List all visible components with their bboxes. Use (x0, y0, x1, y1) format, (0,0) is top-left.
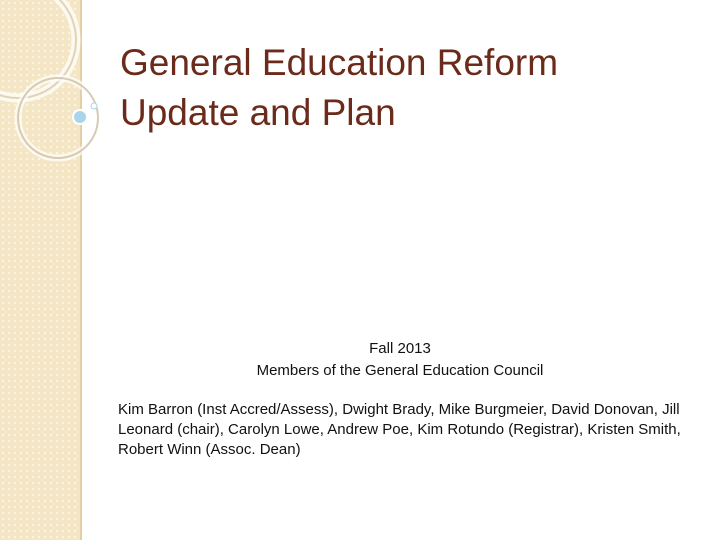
subtitle-block (100, 338, 700, 460)
subtitle-date: Fall 2013 (369, 340, 431, 357)
decor-dot-small (91, 103, 97, 109)
slide-title (120, 38, 680, 138)
decorative-circles-graphic (0, 0, 140, 200)
decor-dot-blue (73, 110, 87, 124)
council-members-list: Kim Barron (Inst Accred/Assess), Dwight Brady, Mike Burgmeier, David Donovan, Jill Leonard (chair), Carolyn Lowe, Andrew Poe, Kim Rotundo (Registrar), Kristen Smith, Robert Winn (Assoc. Dean) (118, 401, 681, 458)
slide-title-line-1: General Education Reform (120, 42, 559, 83)
subtitle-council: Members of the General Education Council (256, 362, 544, 379)
slide-title-line-2: Update and Plan (120, 92, 396, 133)
